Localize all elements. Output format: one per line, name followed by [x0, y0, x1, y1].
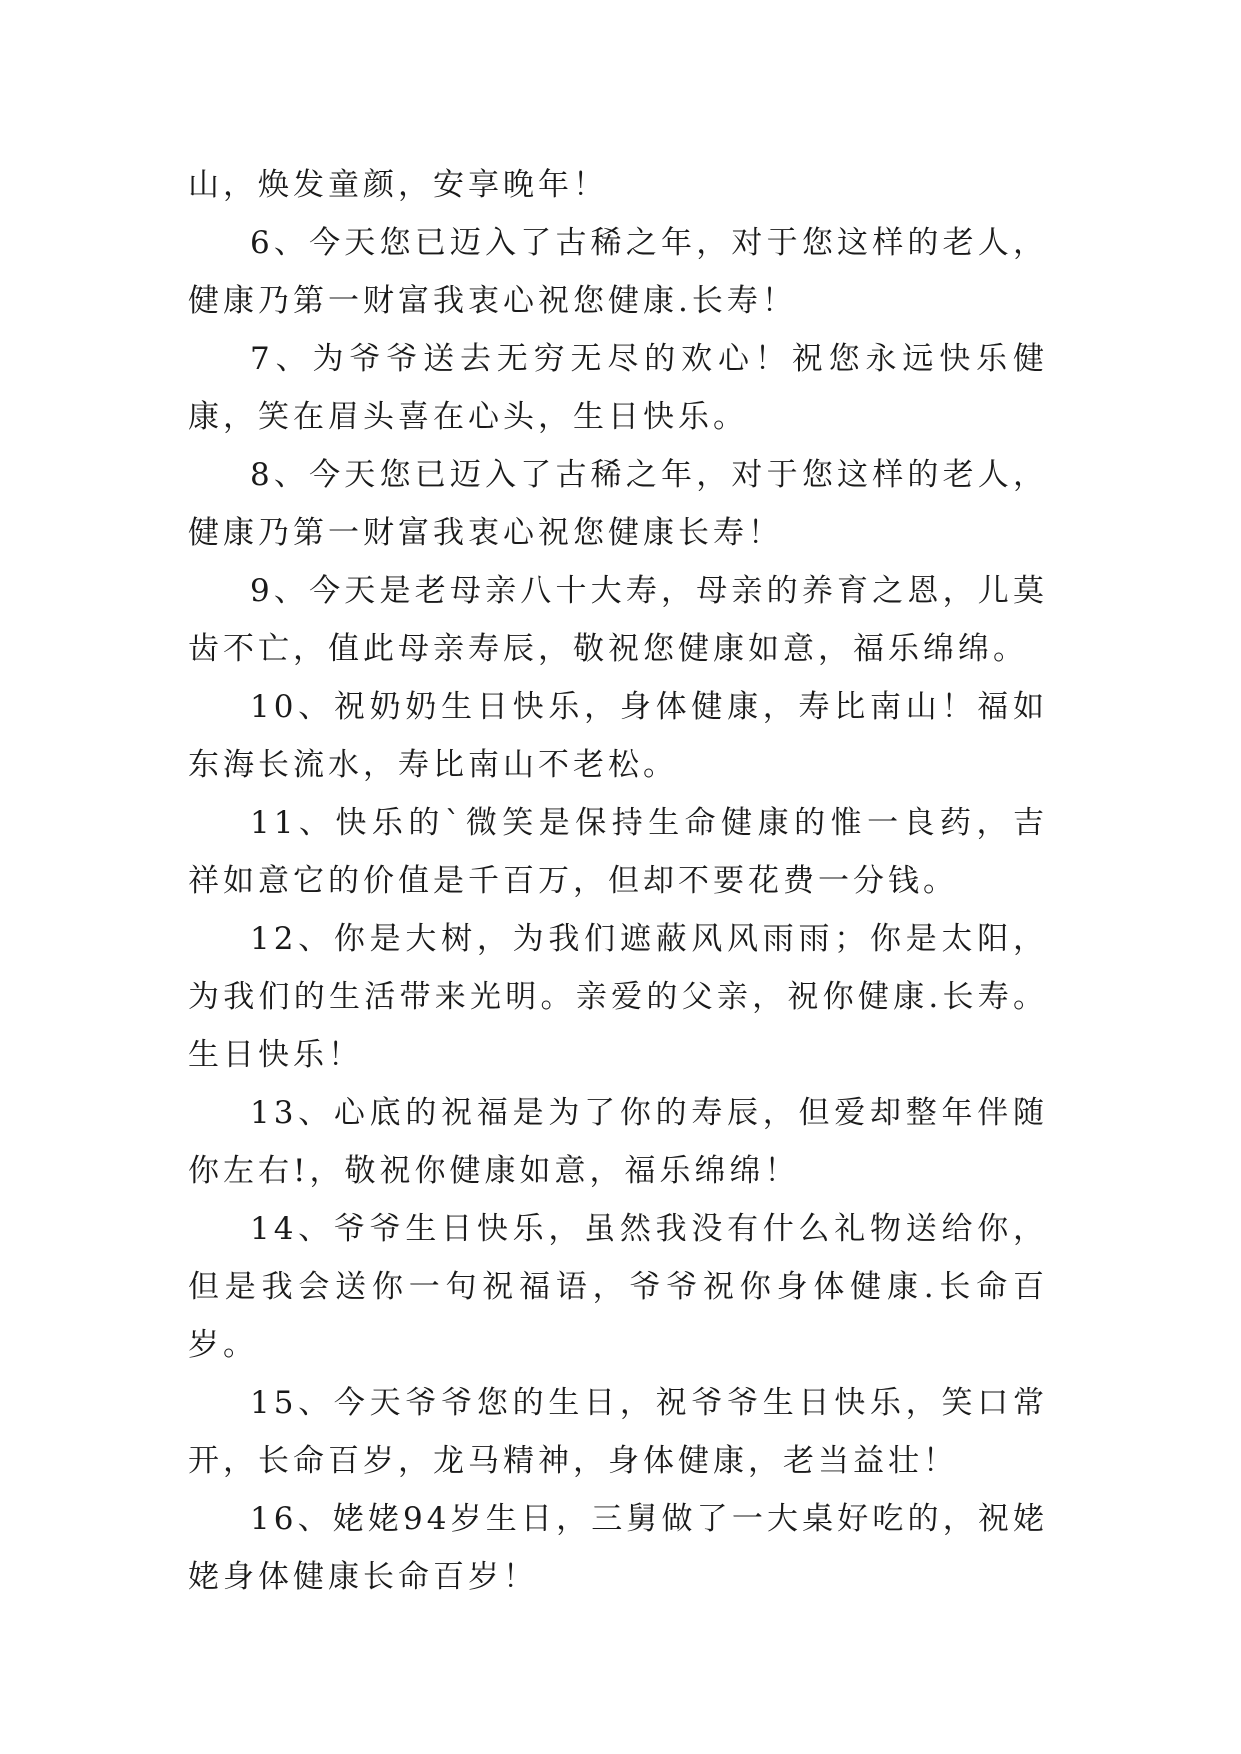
document-body — [188, 156, 1048, 1606]
paragraph-item-12: 12、你是大树，为我们遮蔽风风雨雨；你是太阳，为我们的生活带来光明。亲爱的父亲，祝你健康.长寿。生日快乐！ — [188, 921, 1048, 1073]
paragraph-item-9: 9、今天是老母亲八十大寿，母亲的养育之恩，儿莫齿不亡，值此母亲寿辰，敬祝您健康如意，福乐绵绵。 — [188, 573, 1048, 667]
paragraph-item-13: 13、心底的祝福是为了你的寿辰，但爱却整年伴随你左右!，敬祝你健康如意，福乐绵绵！ — [188, 1095, 1048, 1189]
paragraph-item-8: 8、今天您已迈入了古稀之年，对于您这样的老人，健康乃第一财富我衷心祝您健康长寿！ — [188, 457, 1048, 551]
paragraph-item-10: 10、祝奶奶生日快乐，身体健康，寿比南山！福如东海长流水，寿比南山不老松。 — [188, 689, 1048, 783]
paragraph-item-6: 6、今天您已迈入了古稀之年，对于您这样的老人，健康乃第一财富我衷心祝您健康.长寿！ — [188, 225, 1048, 319]
paragraph-continuation: 山，焕发童颜，安享晚年！ — [188, 167, 608, 203]
paragraph-item-15: 15、今天爷爷您的生日，祝爷爷生日快乐，笑口常开，长命百岁，龙马精神，身体健康，老当益壮！ — [188, 1385, 1048, 1479]
paragraph-item-7: 7、为爷爷送去无穷无尽的欢心！祝您永远快乐健康，笑在眉头喜在心头，生日快乐。 — [188, 341, 1048, 435]
paragraph-item-14: 14、爷爷生日快乐，虽然我没有什么礼物送给你，但是我会送你一句祝福语，爷爷祝你身体健康.长命百岁。 — [188, 1211, 1048, 1363]
paragraph-item-11: 11、快乐的`微笑是保持生命健康的惟一良药，吉祥如意它的价值是千百万，但却不要花费一分钱。 — [188, 805, 1048, 899]
paragraph-item-16: 16、姥姥94岁生日，三舅做了一大桌好吃的，祝姥姥身体健康长命百岁！ — [188, 1501, 1048, 1595]
